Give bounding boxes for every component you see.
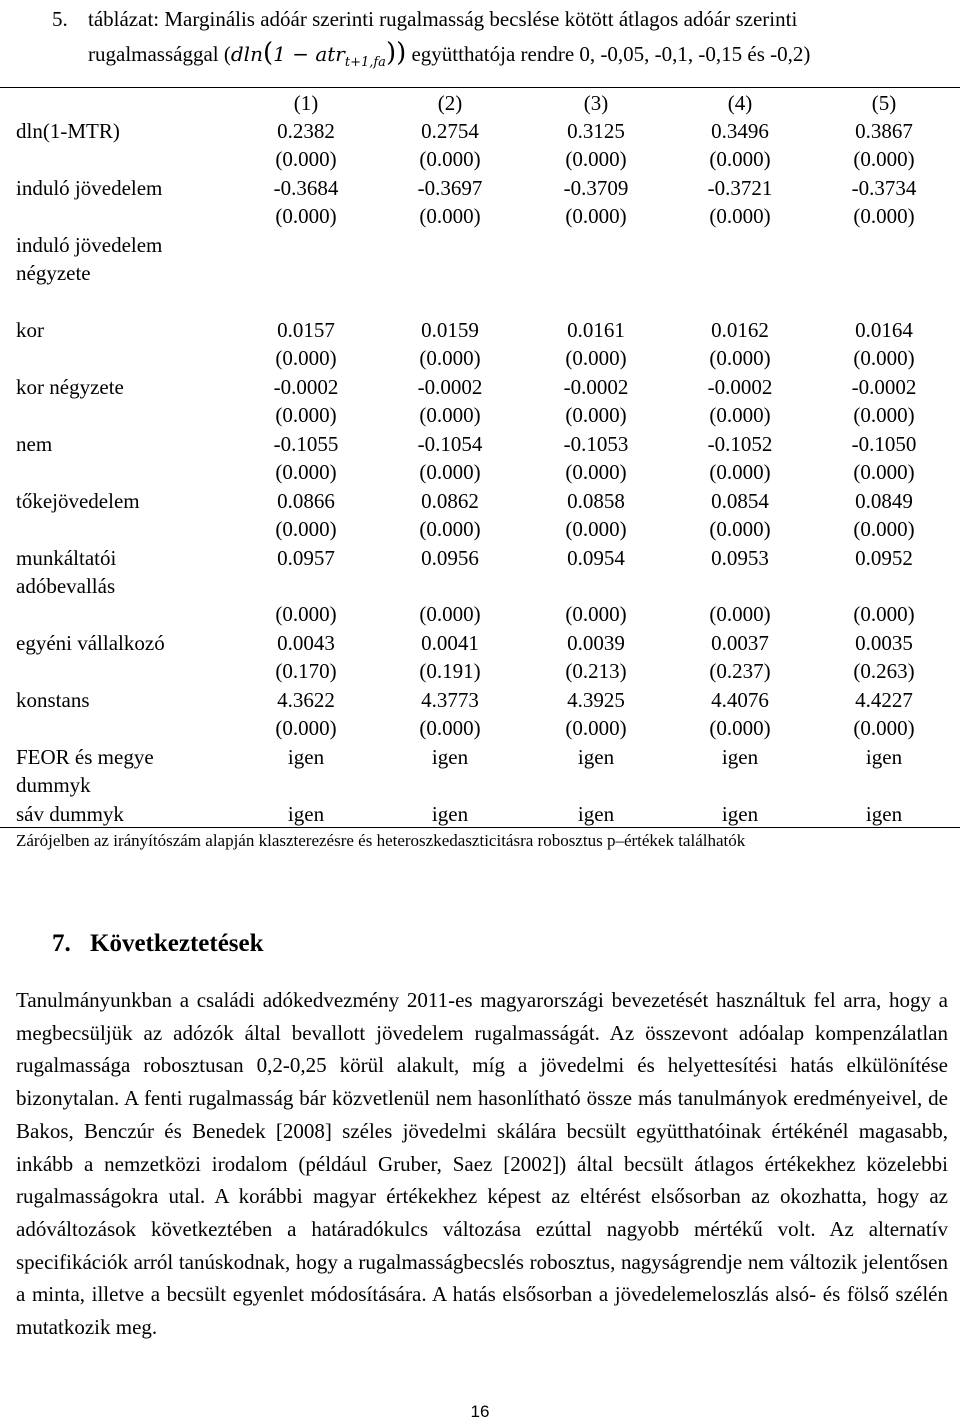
indicator: igen bbox=[865, 802, 903, 826]
pvalue: (0.000) bbox=[565, 602, 627, 626]
table-bottom-rule bbox=[0, 827, 960, 828]
coef: -0.3684 bbox=[273, 176, 339, 200]
row-label: egyéni vállalkozó bbox=[16, 631, 165, 655]
table-top-rule bbox=[0, 87, 960, 88]
coef: 0.3125 bbox=[567, 119, 625, 143]
coef: 0.0866 bbox=[277, 489, 335, 513]
formula-subscript: t+1,fa bbox=[344, 55, 386, 70]
col-header-4: (4) bbox=[727, 91, 753, 115]
coef: -0.1054 bbox=[417, 432, 483, 456]
pvalue: (0.000) bbox=[565, 517, 627, 541]
pvalue: (0.170) bbox=[275, 659, 337, 683]
pvalue: (0.000) bbox=[419, 716, 481, 740]
pvalue: (0.000) bbox=[419, 517, 481, 541]
pvalue: (0.000) bbox=[419, 403, 481, 427]
col-header-3: (3) bbox=[583, 91, 609, 115]
pvalue: (0.237) bbox=[709, 659, 771, 683]
pvalue: (0.000) bbox=[709, 346, 771, 370]
coef: -0.1055 bbox=[273, 432, 339, 456]
indicator: igen bbox=[865, 745, 903, 769]
pvalue: (0.000) bbox=[275, 204, 337, 228]
table-caption bbox=[52, 2, 952, 80]
coef: -0.3734 bbox=[851, 176, 917, 200]
coef: 0.0159 bbox=[421, 318, 479, 342]
coef: -0.1053 bbox=[563, 432, 629, 456]
row-label: kor négyzete bbox=[16, 375, 124, 399]
row-label: kor bbox=[16, 318, 44, 342]
coef: 0.0043 bbox=[277, 631, 335, 655]
coef: 0.2754 bbox=[421, 119, 479, 143]
row-label-line-2: dummyk bbox=[16, 773, 91, 797]
pvalue: (0.000) bbox=[709, 716, 771, 740]
pvalue: (0.000) bbox=[709, 517, 771, 541]
coef: 0.0041 bbox=[421, 631, 479, 655]
coef: -0.3709 bbox=[563, 176, 629, 200]
coef: -0.0002 bbox=[851, 375, 917, 399]
coef: 0.0957 bbox=[277, 546, 335, 570]
pvalue: (0.000) bbox=[853, 602, 915, 626]
pvalue: (0.000) bbox=[419, 346, 481, 370]
pvalue: (0.000) bbox=[275, 403, 337, 427]
section-title: Következtetések bbox=[90, 930, 264, 957]
indicator: igen bbox=[721, 802, 759, 826]
body-paragraph: Tanulmányunkban a családi adókedvezmény 2011-es magyarországi bevezetését használtuk fel arra, hogy a megbecsüljük az adózók által bevallott jövedelem rugalmasságát. Az összevont adóalap kompenzálatlan rugalmassága robosztusan 0,2-0,25 körül alakult, míg a jövedelmi és helyettesítési hatás elkülönítése bizonytalan. A fenti rugalmasság bár közvetlenül nem hasonlítható össze más tanulmányok eredményeivel, de Bakos, Benczúr és Benedek [2008] széles jövedelmi skálára becsült együtthatóinak értékénél magasabb, inkább a nemzetközi irodalom (például Gruber, Saez [2002]) által becsült átlagos értékekhez közelebbi rugalmasságokra utal. A korábbi magyar értékekhez képest az eltérést elsősorban az okozhatta, hogy az adóváltozások következtében a határadókulcs változása ezúttal nagyobb mértékű volt. Az alternatív specifikációk arról tanúskodnak, hogy a rugalmasságbecslés robosztus, nagyságrendje nem változik jelentősen a minta, illetve a becsült egyenlet módosítására. A hatás elsősorban a jövedelemeloszlás alsó- és fölső szélén mutatkozik meg. bbox=[16, 988, 948, 1340]
pvalue: (0.000) bbox=[275, 716, 337, 740]
pvalue: (0.000) bbox=[709, 602, 771, 626]
col-header-5: (5) bbox=[871, 91, 897, 115]
pvalue: (0.000) bbox=[565, 460, 627, 484]
coef: 4.3622 bbox=[277, 688, 335, 712]
pvalue: (0.000) bbox=[709, 460, 771, 484]
coef: 0.2382 bbox=[277, 119, 335, 143]
coef: -0.1050 bbox=[851, 432, 917, 456]
section-number: 7. bbox=[52, 930, 71, 957]
coef: -0.1052 bbox=[707, 432, 773, 456]
pvalue: (0.000) bbox=[853, 403, 915, 427]
row-label: FEOR és megye bbox=[16, 745, 154, 769]
coef: 0.0039 bbox=[567, 631, 625, 655]
row-label: dln(1-MTR) bbox=[16, 119, 120, 143]
indicator: igen bbox=[287, 745, 325, 769]
caption-text: táblázat: Marginális adóár szerinti rugalmasság becslése kötött átlagos adóár szerinti bbox=[88, 7, 798, 31]
pvalue: (0.000) bbox=[275, 460, 337, 484]
pvalue: (0.000) bbox=[419, 147, 481, 171]
pvalue: (0.000) bbox=[853, 147, 915, 171]
row-label: sáv dummyk bbox=[16, 802, 124, 826]
formula-body: 1 − atr bbox=[273, 42, 345, 66]
coef: 0.0858 bbox=[567, 489, 625, 513]
pvalue: (0.000) bbox=[275, 602, 337, 626]
pvalue: (0.000) bbox=[565, 346, 627, 370]
caption-formula bbox=[230, 38, 407, 70]
pvalue: (0.000) bbox=[709, 147, 771, 171]
pvalue: (0.000) bbox=[565, 403, 627, 427]
coef: 0.0953 bbox=[711, 546, 769, 570]
coef: 0.0854 bbox=[711, 489, 769, 513]
caption-text-2: rugalmassággal ( bbox=[88, 42, 231, 66]
pvalue: (0.000) bbox=[709, 204, 771, 228]
coef: 4.3925 bbox=[567, 688, 625, 712]
row-label-line-2: adóbevallás bbox=[16, 574, 116, 598]
indicator: igen bbox=[577, 802, 615, 826]
coef: 0.0157 bbox=[277, 318, 335, 342]
pvalue: (0.000) bbox=[565, 147, 627, 171]
col-header-2: (2) bbox=[437, 91, 463, 115]
row-label: induló jövedelem bbox=[16, 176, 163, 200]
coef: 0.0037 bbox=[711, 631, 769, 655]
row-label: induló jövedelem bbox=[16, 233, 163, 257]
coef: 0.0956 bbox=[421, 546, 479, 570]
row-label: munkáltatói bbox=[16, 546, 117, 570]
row-label: nem bbox=[16, 432, 53, 456]
pvalue: (0.000) bbox=[853, 204, 915, 228]
coef: 4.3773 bbox=[421, 688, 479, 712]
formula-close: )) bbox=[385, 38, 407, 68]
caption-number: 5. bbox=[52, 7, 68, 31]
indicator: igen bbox=[287, 802, 325, 826]
pvalue: (0.263) bbox=[853, 659, 915, 683]
section-heading bbox=[52, 926, 264, 962]
pvalue: (0.213) bbox=[565, 659, 627, 683]
indicator: igen bbox=[431, 745, 469, 769]
pvalue: (0.000) bbox=[419, 602, 481, 626]
pvalue: (0.000) bbox=[419, 204, 481, 228]
caption-line-2 bbox=[52, 36, 952, 80]
page-number: 16 bbox=[470, 1402, 490, 1421]
coef: 0.0035 bbox=[855, 631, 913, 655]
coef: 0.0849 bbox=[855, 489, 913, 513]
pvalue: (0.000) bbox=[565, 204, 627, 228]
coef: 0.0952 bbox=[855, 546, 913, 570]
pvalue: (0.000) bbox=[565, 716, 627, 740]
coef: -0.3721 bbox=[707, 176, 773, 200]
coef: 0.3867 bbox=[855, 119, 913, 143]
coef: -0.0002 bbox=[273, 375, 339, 399]
coef: 0.0954 bbox=[567, 546, 625, 570]
coef: 0.0164 bbox=[855, 318, 913, 342]
pvalue: (0.000) bbox=[275, 517, 337, 541]
pvalue: (0.000) bbox=[853, 346, 915, 370]
pvalue: (0.000) bbox=[275, 147, 337, 171]
coef: -0.0002 bbox=[707, 375, 773, 399]
pvalue: (0.000) bbox=[853, 716, 915, 740]
indicator: igen bbox=[721, 745, 759, 769]
coef: 0.0862 bbox=[421, 489, 479, 513]
indicator: igen bbox=[577, 745, 615, 769]
coef: 4.4076 bbox=[711, 688, 769, 712]
pvalue: (0.000) bbox=[853, 517, 915, 541]
coef: 0.0161 bbox=[567, 318, 625, 342]
table-note: Zárójelben az irányítószám alapján klaszterezésre és heteroszkedaszticitásra robosztus p–értékek találhatók bbox=[16, 831, 746, 850]
coef: -0.0002 bbox=[563, 375, 629, 399]
coef: 0.0162 bbox=[711, 318, 769, 342]
coef: -0.3697 bbox=[417, 176, 483, 200]
col-header-1: (1) bbox=[293, 91, 319, 115]
indicator: igen bbox=[431, 802, 469, 826]
coef: 0.3496 bbox=[711, 119, 769, 143]
pvalue: (0.000) bbox=[419, 460, 481, 484]
caption-text-3: együtthatója rendre 0, -0,05, -0,1, -0,15 és -0,2) bbox=[406, 42, 811, 66]
formula-open: ( bbox=[262, 38, 274, 68]
pvalue: (0.000) bbox=[275, 346, 337, 370]
row-label-line-2: négyzete bbox=[16, 261, 91, 285]
coef: 4.4227 bbox=[855, 688, 913, 712]
pvalue: (0.000) bbox=[709, 403, 771, 427]
row-label: konstans bbox=[16, 688, 90, 712]
pvalue: (0.191) bbox=[419, 659, 481, 683]
row-label: tőkejövedelem bbox=[16, 489, 140, 513]
formula-fn: dln bbox=[230, 42, 263, 66]
pvalue: (0.000) bbox=[853, 460, 915, 484]
coef: -0.0002 bbox=[417, 375, 483, 399]
